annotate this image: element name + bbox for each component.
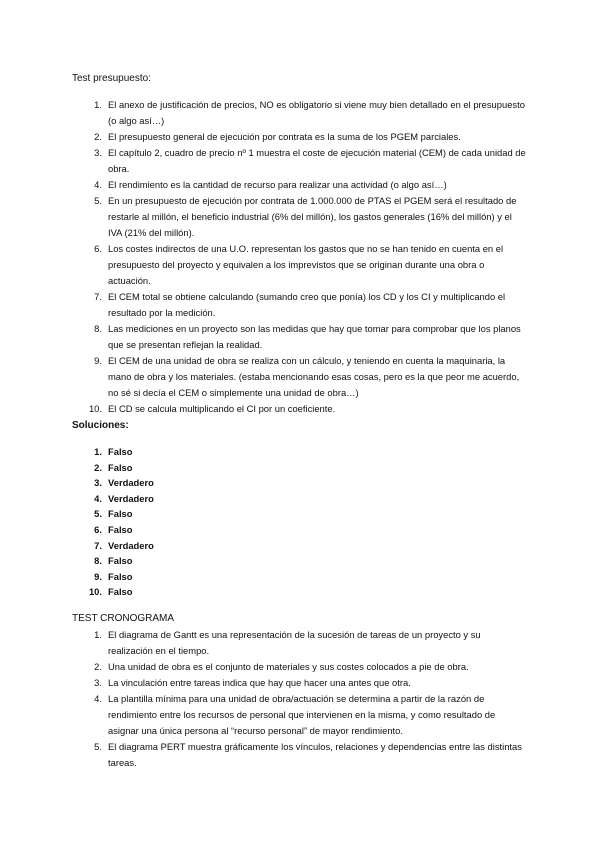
question-item	[0, 193, 600, 241]
answer-text: Verdadero	[108, 539, 154, 551]
question-item	[0, 321, 600, 353]
answer-number: 3.	[94, 477, 102, 489]
test-cronograma-list	[0, 627, 600, 771]
answer-text: Falso	[108, 508, 133, 520]
question-text: El rendimiento es la cantidad de recurso para realizar una actividad (o algo así…)	[108, 179, 447, 190]
answer-item	[0, 475, 600, 491]
question-text: Una unidad de obra es el conjunto de materiales y sus costes colocados a pie de obra.	[108, 661, 469, 672]
answer-item	[0, 538, 600, 554]
soluciones-list	[0, 444, 600, 600]
question-text: El diagrama PERT muestra gráficamente los vínculos, relaciones y dependencias entre las distintas tareas.	[108, 741, 522, 768]
answer-number: 2.	[94, 461, 102, 473]
question-text: El presupuesto general de ejecución por contrata es la suma de los PGEM parciales.	[108, 131, 461, 142]
answer-number: 4.	[94, 492, 102, 504]
question-item	[0, 241, 600, 289]
question-text: El CEM total se obtiene calculando (sumando creo que ponía) los CD y los CI y multiplicando el resultado por la medición.	[108, 291, 506, 318]
question-text: En un presupuesto de ejecución por contrata de 1.000.000 de PTAS el PGEM será el resultado de restarle al millón, el beneficio industrial (6% del millón), los gastos generales (16% del millón) y el IVA (21% del millón).	[108, 195, 517, 238]
question-number: 4.	[94, 693, 102, 704]
answer-text: Falso	[108, 555, 133, 567]
answer-item	[0, 444, 600, 460]
answer-number: 9.	[94, 570, 102, 582]
question-item	[0, 659, 600, 675]
test-cronograma-heading: TEST CRONOGRAMA	[72, 613, 175, 624]
answer-number: 1.	[94, 446, 102, 457]
answer-item	[0, 522, 600, 538]
question-number: 4.	[94, 179, 102, 190]
question-item	[0, 129, 600, 145]
question-text: Los costes indirectos de una U.O. representan los gastos que no se han tenido en cuenta en el presupuesto del proyecto y equivalen a los imprevistos que se originan durante una obra o actuación.	[108, 243, 504, 286]
answer-text: Falso	[108, 446, 133, 457]
question-number: 5.	[94, 195, 102, 206]
question-number: 9.	[94, 355, 102, 366]
question-text: La plantilla mínima para una unidad de obra/actuación se determina a partir de la razón de rendimiento entre los recursos de personal que intervienen en la misma, y como resultado de asignar una única persona al “recurso personal” de mayor rendimiento.	[108, 693, 496, 736]
question-text: El diagrama de Gantt es una representación de la sucesión de tareas de un proyecto y su realización en el tiempo.	[108, 629, 481, 656]
test-presupuesto-list	[0, 97, 600, 417]
answer-text: Verdadero	[108, 492, 154, 504]
question-item	[0, 627, 600, 659]
question-item	[0, 401, 600, 417]
answer-item	[0, 584, 600, 600]
question-number: 7.	[94, 291, 102, 302]
question-item	[0, 177, 600, 193]
question-number: 10.	[88, 403, 102, 414]
question-item	[0, 145, 600, 177]
question-text: El anexo de justificación de precios, NO es obligatorio si viene muy bien detallado en el presupuesto (o algo así…)	[108, 99, 525, 126]
answer-item	[0, 460, 600, 476]
answer-text: Falso	[108, 570, 133, 582]
answer-text: Verdadero	[108, 477, 154, 489]
question-number: 1.	[94, 629, 102, 640]
question-number: 1.	[94, 99, 102, 110]
answer-item	[0, 569, 600, 585]
question-item	[0, 739, 600, 771]
answer-item	[0, 553, 600, 569]
question-number: 8.	[94, 323, 102, 334]
question-item	[0, 289, 600, 321]
answer-text: Falso	[108, 461, 133, 473]
question-number: 3.	[94, 147, 102, 158]
soluciones-heading: Soluciones:	[72, 420, 129, 431]
answer-item	[0, 506, 600, 522]
answer-number: 8.	[94, 555, 102, 567]
answer-item	[0, 491, 600, 507]
question-item	[0, 691, 600, 739]
question-text: El capítulo 2, cuadro de precio nº 1 muestra el coste de ejecución material (CEM) de cada unidad de obra.	[108, 147, 526, 174]
question-item	[0, 97, 600, 129]
question-number: 5.	[94, 741, 102, 752]
question-number: 2.	[94, 131, 102, 142]
question-number: 3.	[94, 677, 102, 688]
question-item	[0, 353, 600, 401]
answer-number: 6.	[94, 523, 102, 535]
answer-number: 7.	[94, 539, 102, 551]
answer-number: 10.	[88, 586, 102, 598]
question-item	[0, 675, 600, 691]
question-number: 6.	[94, 243, 102, 254]
question-number: 2.	[94, 661, 102, 672]
question-text: El CEM de una unidad de obra se realiza con un cálculo, y teniendo en cuenta la maquinaria, la mano de obra y los materiales. (estaba mencionando esas cosas, pero es la que peor me acuerdo, no sé si decía el CEM o simplemente una unidad de obra…)	[108, 355, 520, 398]
question-text: La vinculación entre tareas indica que hay que hacer una antes que otra.	[108, 677, 411, 688]
question-text: Las mediciones en un proyecto son las medidas que hay que tomar para comprobar que los planos que se presentan reflejan la realidad.	[108, 323, 521, 350]
answer-text: Falso	[108, 586, 133, 598]
test-presupuesto-heading: Test presupuesto:	[72, 73, 151, 84]
answer-number: 5.	[94, 508, 102, 520]
question-text: El CD se calcula multiplicando el CI por un coeficiente.	[108, 403, 336, 414]
answer-text: Falso	[108, 523, 133, 535]
